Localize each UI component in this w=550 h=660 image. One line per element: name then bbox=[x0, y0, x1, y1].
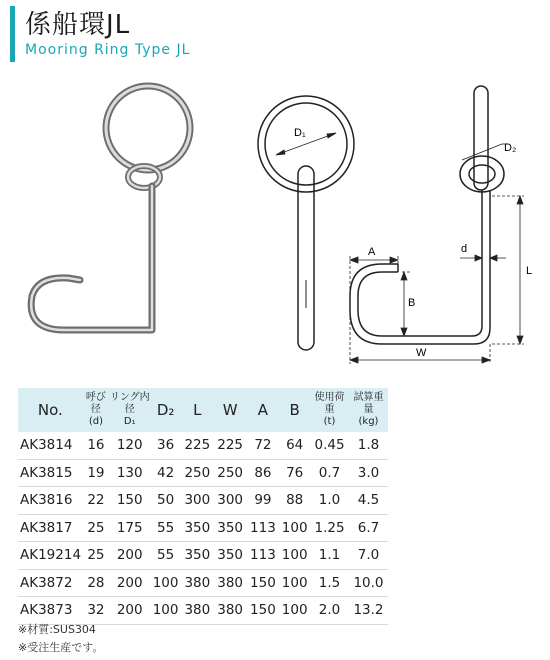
cell-w: 380 bbox=[214, 597, 247, 625]
col-header-weight: 試算重量 (kg) bbox=[349, 388, 388, 432]
cell-b: 100 bbox=[279, 542, 310, 570]
table-header-row bbox=[18, 388, 388, 432]
technical-drawing bbox=[240, 80, 540, 370]
cell-no: AK3872 bbox=[18, 569, 83, 597]
cell-d: 28 bbox=[83, 569, 110, 597]
product-photo bbox=[20, 80, 210, 340]
b-label: B bbox=[408, 297, 416, 309]
table-row bbox=[18, 597, 388, 625]
photo-ring bbox=[106, 86, 190, 170]
cell-l: 350 bbox=[181, 542, 214, 570]
cell-a: 72 bbox=[247, 432, 280, 459]
cell-b: 100 bbox=[279, 514, 310, 542]
cell-d2: 42 bbox=[150, 459, 181, 487]
cell-d1: 175 bbox=[109, 514, 150, 542]
cell-a: 113 bbox=[247, 514, 280, 542]
cell-weight: 10.0 bbox=[349, 569, 388, 597]
side-view bbox=[350, 86, 504, 344]
photo-hook bbox=[31, 186, 152, 330]
cell-w: 350 bbox=[214, 514, 247, 542]
cell-b: 100 bbox=[279, 569, 310, 597]
cell-d: 25 bbox=[83, 514, 110, 542]
d2-dimension bbox=[462, 144, 508, 160]
cell-d2: 100 bbox=[150, 597, 181, 625]
table-row bbox=[18, 569, 388, 597]
spec-table bbox=[18, 388, 388, 625]
l-dimension bbox=[492, 196, 524, 344]
cell-load: 0.7 bbox=[310, 459, 349, 487]
cell-b: 76 bbox=[279, 459, 310, 487]
cell-a: 99 bbox=[247, 487, 280, 515]
cell-d2: 100 bbox=[150, 569, 181, 597]
col-header-d2: D₂ bbox=[150, 388, 181, 432]
cell-weight: 4.5 bbox=[349, 487, 388, 515]
cell-d2: 50 bbox=[150, 487, 181, 515]
cell-load: 2.0 bbox=[310, 597, 349, 625]
cell-l: 380 bbox=[181, 597, 214, 625]
d1-dimension bbox=[276, 133, 336, 155]
cell-d: 32 bbox=[83, 597, 110, 625]
d-label: d bbox=[461, 243, 468, 255]
cell-d1: 200 bbox=[109, 569, 150, 597]
cell-no: AK3816 bbox=[18, 487, 83, 515]
cell-d2: 55 bbox=[150, 514, 181, 542]
cell-no: AK19214 bbox=[18, 542, 83, 570]
d-dimension bbox=[460, 255, 506, 261]
cell-d: 16 bbox=[83, 432, 110, 459]
cell-w: 250 bbox=[214, 459, 247, 487]
col-header-b: B bbox=[279, 388, 310, 432]
front-view bbox=[258, 96, 354, 350]
cell-weight: 13.2 bbox=[349, 597, 388, 625]
table-row bbox=[18, 432, 388, 459]
cell-d: 22 bbox=[83, 487, 110, 515]
title-accent-bar bbox=[10, 6, 15, 62]
table-row bbox=[18, 542, 388, 570]
cell-b: 100 bbox=[279, 597, 310, 625]
cell-load: 1.25 bbox=[310, 514, 349, 542]
cell-a: 86 bbox=[247, 459, 280, 487]
cell-weight: 7.0 bbox=[349, 542, 388, 570]
cell-l: 300 bbox=[181, 487, 214, 515]
cell-d2: 55 bbox=[150, 542, 181, 570]
cell-w: 350 bbox=[214, 542, 247, 570]
cell-l: 250 bbox=[181, 459, 214, 487]
cell-d: 19 bbox=[83, 459, 110, 487]
cell-d2: 36 bbox=[150, 432, 181, 459]
col-header-a: A bbox=[247, 388, 280, 432]
notes bbox=[18, 621, 103, 657]
cell-weight: 1.8 bbox=[349, 432, 388, 459]
cell-l: 350 bbox=[181, 514, 214, 542]
cell-w: 225 bbox=[214, 432, 247, 459]
table-row bbox=[18, 459, 388, 487]
cell-b: 64 bbox=[279, 432, 310, 459]
cell-no: AK3815 bbox=[18, 459, 83, 487]
cell-weight: 3.0 bbox=[349, 459, 388, 487]
cell-d1: 200 bbox=[109, 542, 150, 570]
w-label: W bbox=[416, 347, 427, 359]
cell-w: 300 bbox=[214, 487, 247, 515]
cell-b: 88 bbox=[279, 487, 310, 515]
col-header-ring-inner-diameter: リング内径 D₁ bbox=[109, 388, 150, 432]
col-header-nominal-diameter: 呼び径 (d) bbox=[83, 388, 110, 432]
a-label: A bbox=[368, 246, 376, 258]
table-row bbox=[18, 514, 388, 542]
cell-d1: 130 bbox=[109, 459, 150, 487]
cell-load: 1.5 bbox=[310, 569, 349, 597]
page-title: 係船環JL bbox=[25, 10, 131, 40]
col-header-no: No. bbox=[18, 388, 83, 432]
page-subtitle: Mooring Ring Type JL bbox=[25, 42, 191, 58]
cell-d1: 120 bbox=[109, 432, 150, 459]
cell-no: AK3873 bbox=[18, 597, 83, 625]
cell-weight: 6.7 bbox=[349, 514, 388, 542]
cell-no: AK3814 bbox=[18, 432, 83, 459]
col-header-w: W bbox=[214, 388, 247, 432]
cell-l: 225 bbox=[181, 432, 214, 459]
cell-no: AK3817 bbox=[18, 514, 83, 542]
cell-load: 1.0 bbox=[310, 487, 349, 515]
cell-d1: 200 bbox=[109, 597, 150, 625]
cell-d1: 150 bbox=[109, 487, 150, 515]
cell-a: 113 bbox=[247, 542, 280, 570]
cell-l: 380 bbox=[181, 569, 214, 597]
note-made-to-order: ※受注生産です。 bbox=[18, 641, 104, 654]
cell-load: 1.1 bbox=[310, 542, 349, 570]
cell-a: 150 bbox=[247, 569, 280, 597]
l-label: L bbox=[526, 265, 533, 277]
cell-d: 25 bbox=[83, 542, 110, 570]
cell-a: 150 bbox=[247, 597, 280, 625]
d2-label: D₂ bbox=[504, 142, 517, 154]
cell-w: 380 bbox=[214, 569, 247, 597]
col-header-l: L bbox=[181, 388, 214, 432]
col-header-working-load: 使用荷重 (t) bbox=[310, 388, 349, 432]
cell-load: 0.45 bbox=[310, 432, 349, 459]
table-row bbox=[18, 487, 388, 515]
d1-label: D₁ bbox=[294, 127, 306, 139]
note-material: ※材質:SUS304 bbox=[18, 623, 96, 636]
